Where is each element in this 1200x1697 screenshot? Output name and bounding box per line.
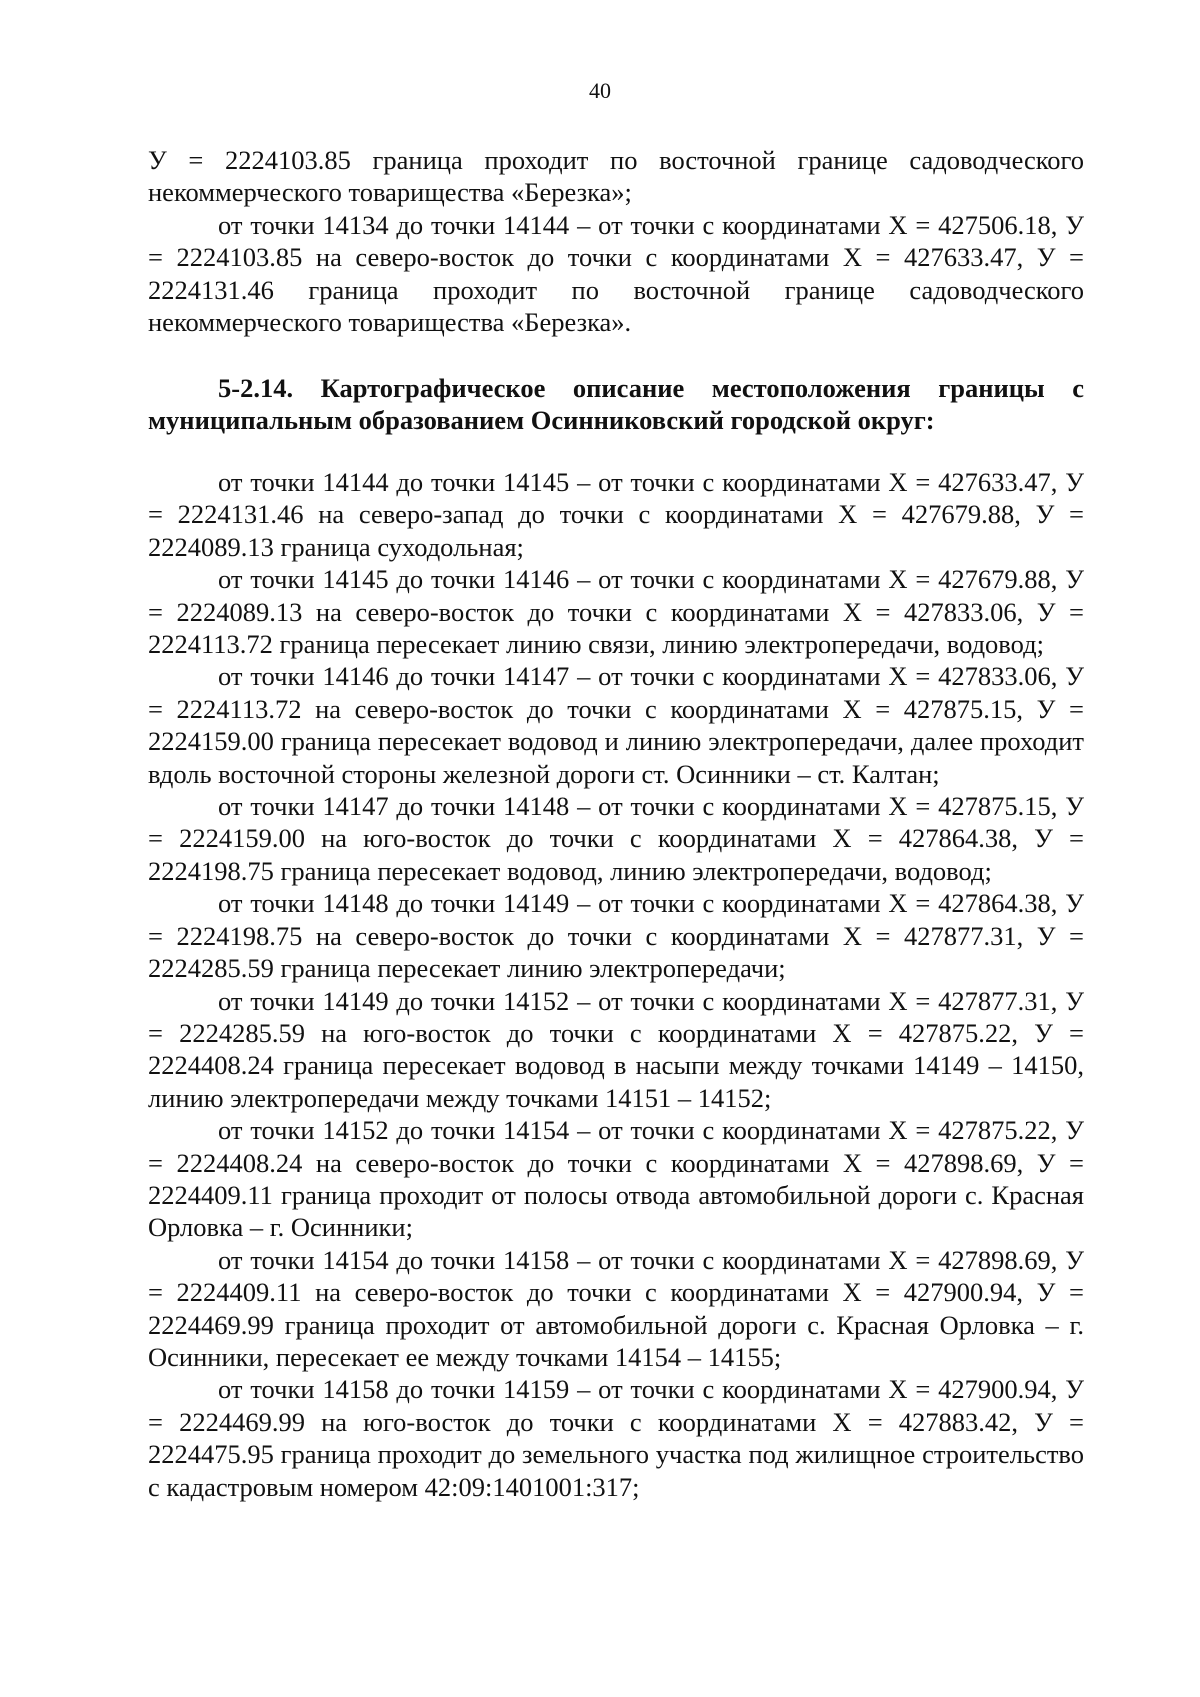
paragraph: У = 2224103.85 граница проходит по восточной границе садоводческого некоммерческого товарищества «Березка»; xyxy=(148,145,1084,208)
paragraph: от точки 14158 до точки 14159 – от точки с координатами Х = 427900.94, У = 2224469.99 на юго-восток до точки с координатами Х = 427883.42, У = 2224475.95 граница проходит до земельного участка под жилищное строительство с кадастровым номером 42:09:1401001:317; xyxy=(148,1374,1084,1502)
boundary-description-block xyxy=(148,466,1084,1503)
paragraph: от точки 14145 до точки 14146 – от точки с координатами Х = 427679.88, У = 2224089.13 на северо-восток до точки с координатами Х = 427833.06, У = 2224113.72 граница пересекает линию связи, линию электропередачи, водовод; xyxy=(148,564,1084,660)
paragraph: от точки 14154 до точки 14158 – от точки с координатами Х = 427898.69, У = 2224409.11 на северо-восток до точки с координатами Х = 427900.94, У = 2224469.99 граница проходит от автомобильной дороги с. Красная Орловка – г. Осинники, пересекает ее между точками 14154 – 14155; xyxy=(148,1244,1084,1372)
paragraph: от точки 14147 до точки 14148 – от точки с координатами Х = 427875.15, У = 2224159.00 на юго-восток до точки с координатами Х = 427864.38, У = 2224198.75 граница пересекает водовод, линию электропередачи, водовод; xyxy=(148,791,1084,886)
paragraph: от точки 14146 до точки 14147 – от точки с координатами Х = 427833.06, У = 2224113.72 на северо-восток до точки с координатами Х = 427875.15, У = 2224159.00 граница пересекает водовод и линию электропередачи, далее проходит вдоль восточной стороны железной дороги ст. Осинники – ст. Калтан; xyxy=(148,661,1084,789)
paragraph: от точки 14148 до точки 14149 – от точки с координатами Х = 427864.38, У = 2224198.75 на северо-восток до точки с координатами Х = 427877.31, У = 2224285.59 граница пересекает линию электропередачи; xyxy=(148,888,1084,984)
section-heading: 5-2.14. Картографическое описание местоположения границы с муниципальным образованием Осинниковский городской округ: xyxy=(148,373,1084,435)
paragraph: от точки 14134 до точки 14144 – от точки с координатами Х = 427506.18, У = 2224103.85 на северо-восток до точки с координатами Х = 427633.47, У = 2224131.46 граница проходит по восточной границе садоводческого некоммерческого товарищества «Березка». xyxy=(148,209,1084,338)
paragraph: от точки 14144 до точки 14145 – от точки с координатами Х = 427633.47, У = 2224131.46 на северо-запад до точки с координатами Х = 427679.88, У = 2224089.13 граница суходольная; xyxy=(148,467,1084,562)
continued-text-block xyxy=(148,144,1084,338)
paragraph: от точки 14152 до точки 14154 – от точки с координатами Х = 427875.22, У = 2224408.24 на северо-восток до точки с координатами Х = 427898.69, У = 2224409.11 граница проходит от полосы отвода автомобильной дороги с. Красная Орловка – г. Осинники; xyxy=(148,1115,1084,1243)
page-number: 40 xyxy=(589,78,611,103)
paragraph: от точки 14149 до точки 14152 – от точки с координатами Х = 427877.31, У = 2224285.59 на юго-восток до точки с координатами Х = 427875.22, У = 2224408.24 граница пересекает водовод в насыпи между точками 14149 – 14150, линию электропередачи между точками 14151 – 14152; xyxy=(148,985,1084,1113)
